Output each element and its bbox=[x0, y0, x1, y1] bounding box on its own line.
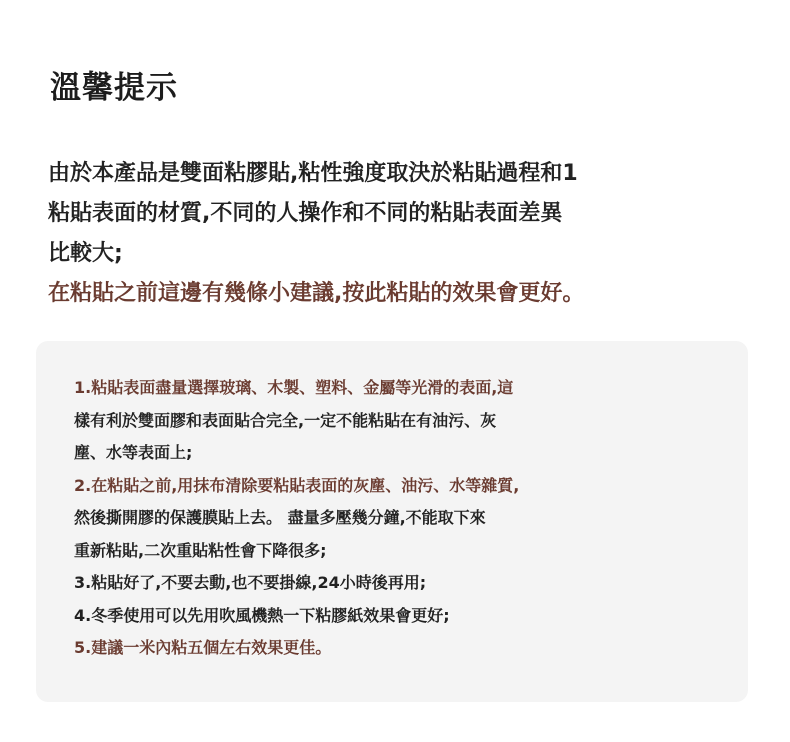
intro-line-3: 比較大; bbox=[48, 241, 123, 266]
intro-paragraph bbox=[48, 154, 748, 314]
tip-1-line-3: 塵、水等表面上; bbox=[74, 443, 193, 462]
tip-2-line-3: 重新粘貼,二次重貼粘性會下降很多; bbox=[74, 540, 327, 560]
tip-5: 5.建議一米內粘五個左右效果更佳。 bbox=[74, 638, 332, 657]
tips-list bbox=[74, 372, 674, 665]
intro-advice-line: 在粘貼之前這邊有幾條小建議,按此粘貼的效果會更好。 bbox=[48, 281, 585, 306]
tip-3: 3.粘貼好了,不要去動,也不要掛線,24小時後再用; bbox=[74, 573, 427, 592]
tip-4: 4.冬季使用可以先用吹風機熱一下粘膠紙效果會更好; bbox=[74, 605, 450, 625]
page-title: 溫馨提示 bbox=[50, 70, 178, 106]
tip-2-line-1: 2.在粘貼之前,用抹布清除要粘貼表面的灰塵、油污、水等雜質, bbox=[74, 475, 520, 495]
intro-line-2: 粘貼表面的材質,不同的人操作和不同的粘貼表面差異 bbox=[48, 201, 563, 226]
tip-1-line-2: 樣有利於雙面膠和表面貼合完全,一定不能粘貼在有油污、灰 bbox=[74, 410, 497, 430]
tip-1-line-1: 1.粘貼表面盡量選擇玻璃、木製、塑料、金屬等光滑的表面,這 bbox=[74, 378, 514, 397]
tip-2-line-2: 然後撕開膠的保護膜貼上去。 盡量多壓幾分鐘,不能取下來 bbox=[74, 508, 486, 527]
intro-line-1: 由於本產品是雙面粘膠貼,粘性強度取決於粘貼過程和1 bbox=[48, 161, 578, 186]
